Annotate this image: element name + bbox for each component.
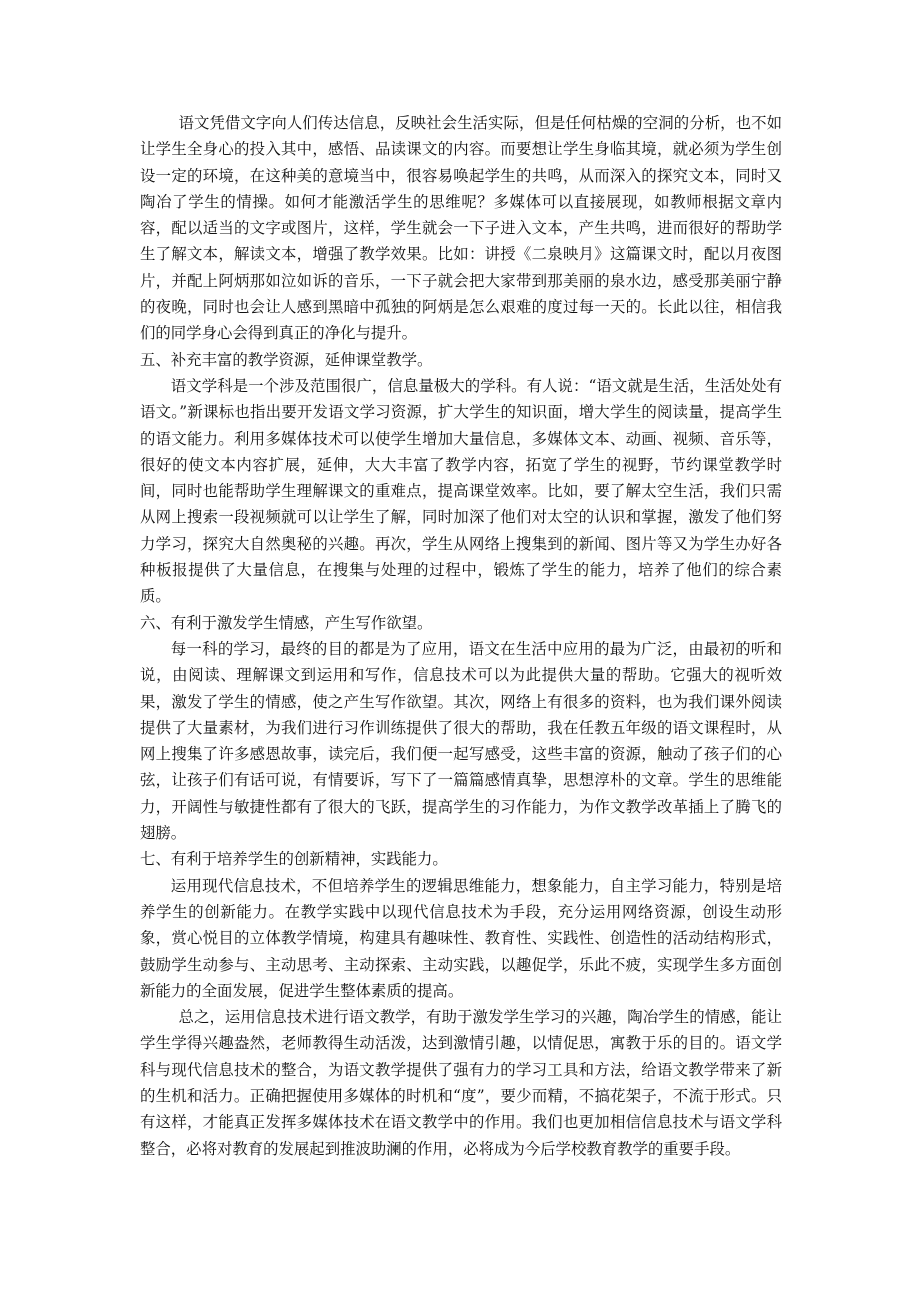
document-page [140, 110, 782, 1162]
paragraph-conclusion: 总之，运用信息技术进行语文教学，有助于激发学生学习的兴趣，陶冶学生的情感，能让学生学得兴趣盎然，老师教得生动活泼，达到激情引趣，以情促思，寓教于乐的目的。语文学科与现代信息技术的整合，为语文教学提供了强有力的学习工具和方法，给语文教学带来了新的生机和活力。正确把握使用多媒体的时机和“度”，要少而精，不搞花架子，不流于形式。只有这样，才能真正发挥多媒体技术在语文教学中的作用。我们也更加相信信息技术与语文学科整合，必将对教育的发展起到推波助澜的作用，必将成为今后学校教育教学的重要手段。 [140, 1008, 782, 1158]
section-heading-6: 六、有利于激发学生情感，产生写作欲望。 [140, 613, 433, 632]
section-heading-7: 七、有利于培养学生的创新精神，实践能力。 [140, 850, 448, 869]
paragraph-section-5: 语文学科是一个涉及范围很广，信息量极大的学科。有人说：“语文就是生活，生活处处有语文。”新课标也指出要开发语文学习资源，扩大学生的知识面，增大学生的阅读量，提高学生的语文能力。利用多媒体技术可以使学生增加大量信息，多媒体文本、动画、视频、音乐等，很好的使文本内容扩展，延伸，大大丰富了教学内容，拓宽了学生的视野，节约课堂教学时间，同时也能帮助学生理解课文的重难点，提高课堂效率。比如，要了解太空生活，我们只需从网上搜索一段视频就可以让学生了解，同时加深了他们对太空的认识和掌握，激发了他们努力学习，探究大自然奥秘的兴趣。再次，学生从网络上搜集到的新闻、图片等又为学生办好各种板报提供了大量信息，在搜集与处理的过程中，锻炼了学生的能力，培养了他们的综合素质。 [140, 376, 782, 606]
paragraph-section-6: 每一科的学习，最终的目的都是为了应用，语文在生活中应用的最为广泛，由最初的听和说，由阅读、理解课文到运用和写作，信息技术可以为此提供大量的帮助。它强大的视听效果，激发了学生的情感，使之产生写作欲望。其次，网络上有很多的资料，也为我们课外阅读提供了大量素材，为我们进行习作训练提供了很大的帮助，我在任教五年级的语文课程时，从网上搜集了许多感恩故事，读完后，我们便一起写感受，这些丰富的资源，触动了孩子们的心弦，让孩子们有话可说，有情要诉，写下了一篇篇感情真挚，思想淳朴的文章。学生的思维能力，开阔性与敏捷性都有了很大的飞跃，提高学生的习作能力，为作文教学改革插上了腾飞的翅膀。 [140, 639, 782, 843]
section-heading-5: 五、补充丰富的教学资源，延伸课堂教学。 [140, 350, 433, 369]
paragraph-intro: 语文凭借文字向人们传达信息，反映社会生活实际，但是任何枯燥的空洞的分析，也不如让学生全身心的投入其中，感悟、品读课文的内容。而要想让学生身临其境，就必须为学生创设一定的环境，在这种美的意境当中，很容易唤起学生的共鸣，从而深入的探究文本，同时又陶冶了学生的情操。如何才能激活学生的思维呢？多媒体可以直接展现，如教师根据文章内容，配以适当的文字或图片，这样，学生就会一下子进入文本，产生共鸣，进而很好的帮助学生了解文本，解读文本，增强了教学效果。比如：讲授《二泉映月》这篇课文时，配以月夜图片，并配上阿炳那如泣如诉的音乐，一下子就会把大家带到那美丽的泉水边，感受那美丽宁静的夜晚，同时也会让人感到黑暗中孤独的阿炳是怎么艰难的度过每一天的。长此以往，相信我们的同学身心会得到真正的净化与提升。 [140, 114, 782, 343]
paragraph-section-7: 运用现代信息技术，不但培养学生的逻辑思维能力，想象能力，自主学习能力，特别是培养学生的创新能力。在教学实践中以现代信息技术为手段，充分运用网络资源，创设生动形象，赏心悦目的立体教学情境，构建具有趣味性、教育性、实践性、创造性的活动结构形式，鼓励学生动参与、主动思考、主动探索、主动实践，以趣促学，乐此不疲，实现学生多方面创新能力的全面发展，促进学生整体素质的提高。 [140, 876, 782, 1000]
